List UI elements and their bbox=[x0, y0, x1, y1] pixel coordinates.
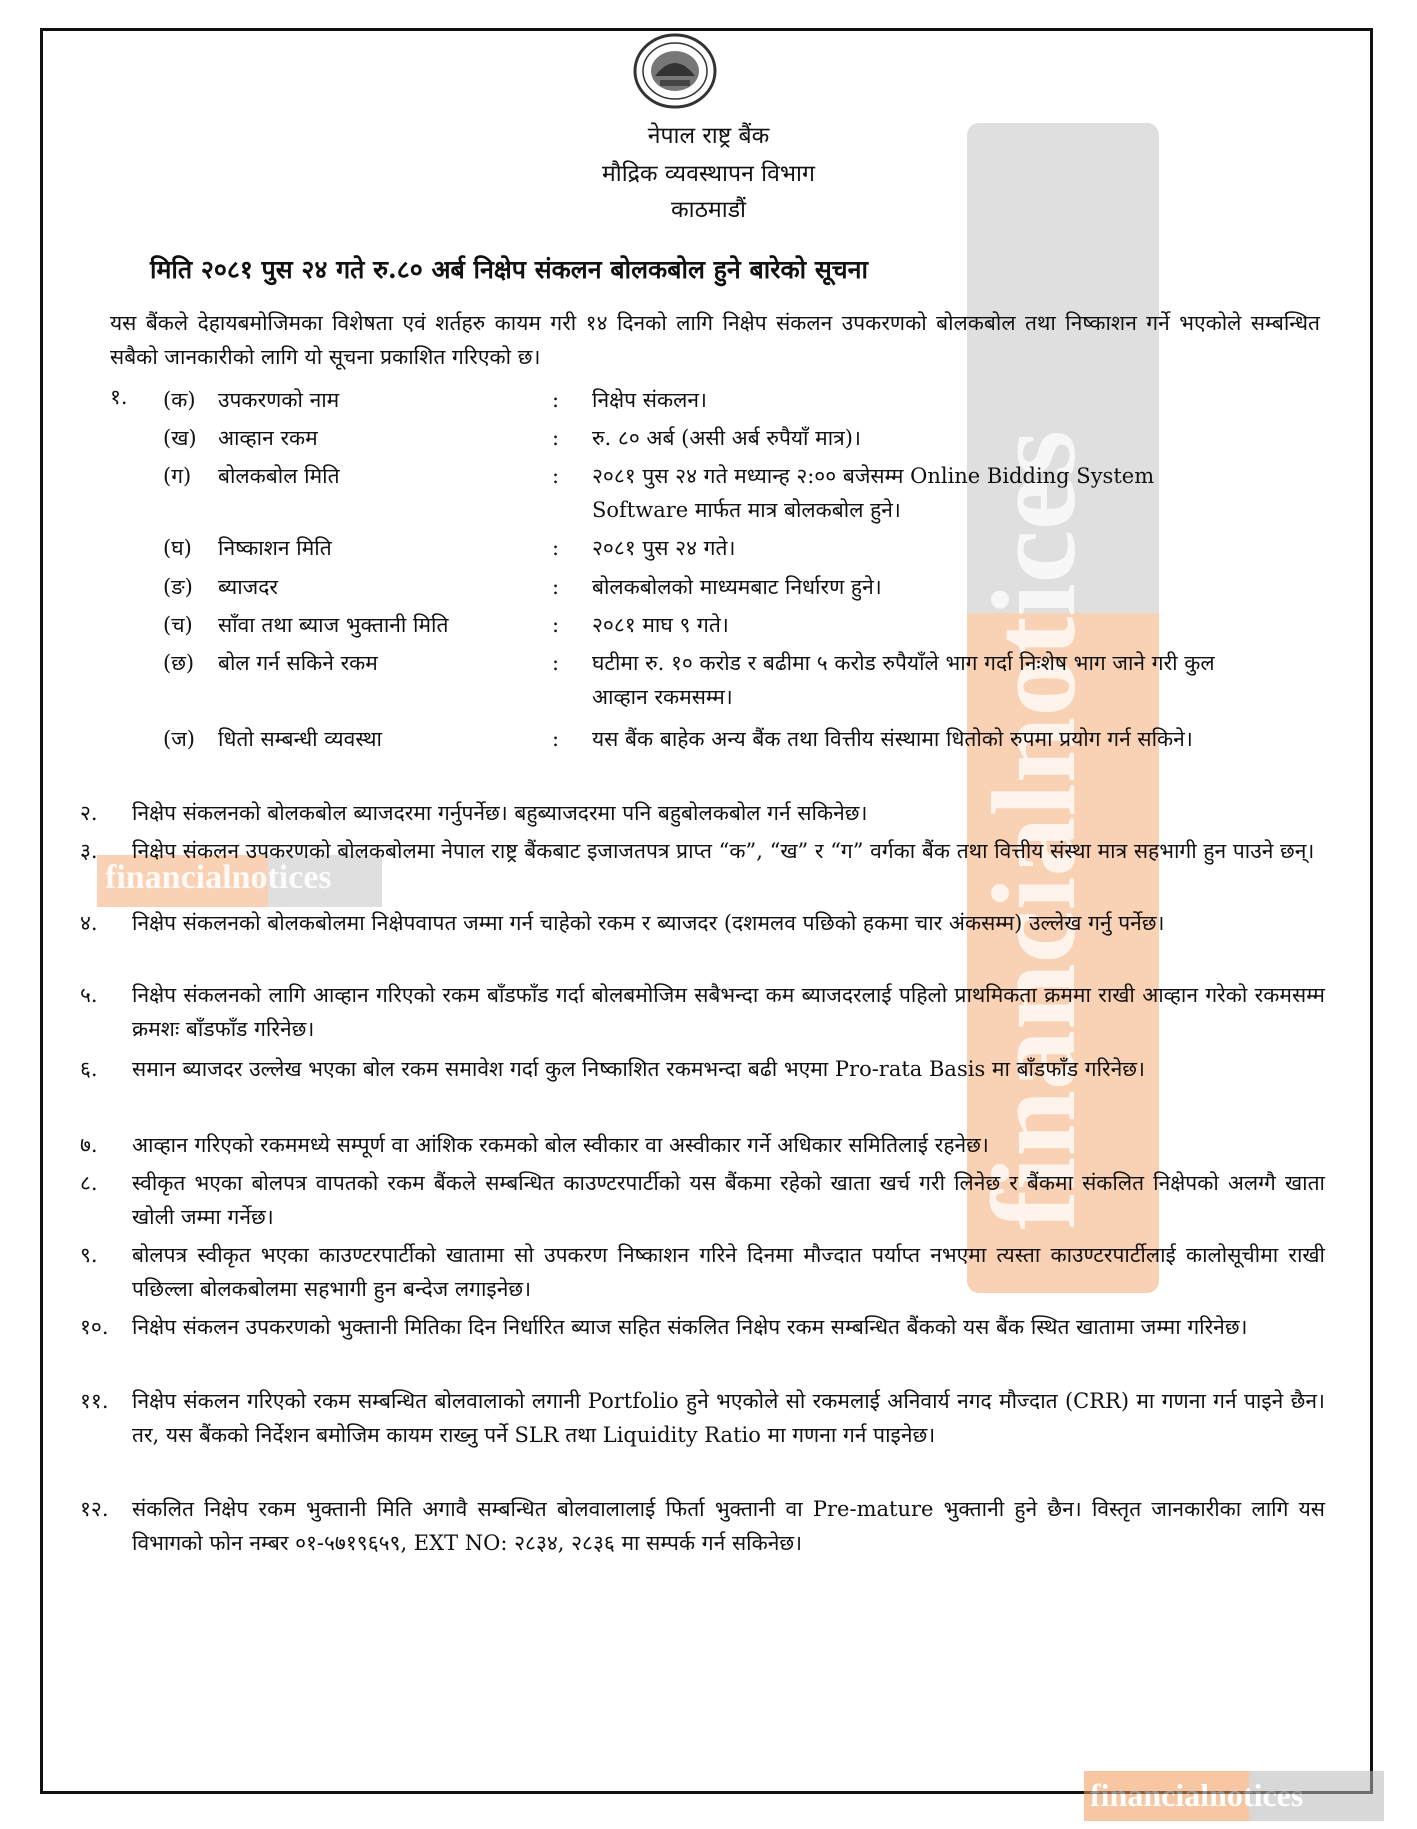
section-1-row bbox=[0, 383, 1417, 417]
item-number: २. bbox=[80, 801, 98, 825]
row-value: बोलकबोलको माध्यमबाट निर्धारण हुने। bbox=[592, 575, 882, 599]
row-value: २०८१ पुस २४ गते। bbox=[592, 536, 736, 560]
row-name: साँवा तथा ब्याज भुक्तानी मिति bbox=[218, 613, 449, 637]
section-1-number: १. bbox=[110, 385, 128, 409]
row-label: (ग) bbox=[163, 464, 192, 488]
watermark-inline-text: financialnotices bbox=[105, 859, 332, 896]
item-number: ६. bbox=[80, 1057, 98, 1081]
row-colon: : bbox=[552, 464, 560, 488]
row-label: (ज) bbox=[163, 727, 195, 751]
section-1-row bbox=[0, 421, 1417, 455]
row-colon: : bbox=[552, 388, 560, 412]
item-text: बोलपत्र स्वीकृत भएका काउण्टरपार्टीको खातामा सो उपकरण निष्काशन गरिने दिनमा मौज्दात पर्याप्त नभएमा त्यस्ता काउण्टरपार्टीलाई कालोसूचीमा राखी पछिल्ला बोलकबोलमा सहभागी हुन बन्देज लगाइनेछ। bbox=[132, 1243, 1325, 1301]
item-number: १२. bbox=[80, 1497, 109, 1521]
notice-title: मिति २०८१ पुस २४ गते रु.८० अर्ब निक्षेप संकलन बोलकबोल हुने बारेको सूचना bbox=[150, 255, 868, 284]
row-name: बोलकबोल मिति bbox=[218, 464, 340, 488]
list-item bbox=[80, 834, 1325, 868]
row-colon: : bbox=[552, 575, 560, 599]
bank-name: नेपाल राष्ट्र बैंक bbox=[647, 123, 770, 149]
row-label: (ख) bbox=[163, 426, 197, 450]
intro-paragraph: यस बैंकले देहायबमोजिमका विशेषता एवं शर्तहरु कायम गरी १४ दिनको लागि निक्षेप संकलन उपकरणको बोलकबोल तथा निष्काशन गर्ने भएकोले सम्बन्धित सबैको जानकारीको लागि यो सूचना प्रकाशित गरिएको छ। bbox=[110, 311, 1320, 369]
item-text: निक्षेप संकलन उपकरणको भुक्तानी मितिका दिन निर्धारित ब्याज सहित संकलित निक्षेप रकम सम्बन्धित बैंकको यस बैंक स्थित खातामा जम्मा गरिनेछ। bbox=[132, 1315, 1248, 1339]
watermark-vertical-text: financialnotices bbox=[967, 430, 1100, 1230]
item-number: १०. bbox=[80, 1315, 109, 1339]
section-1-row bbox=[0, 570, 1417, 604]
row-colon: : bbox=[552, 536, 560, 560]
row-name: ब्याजदर bbox=[218, 575, 278, 599]
section-1-row bbox=[0, 608, 1417, 642]
row-name: निष्काशन मिति bbox=[218, 536, 332, 560]
row-value: घटीमा रु. १० करोड र बढीमा ५ करोड रुपैयाँले भाग गर्दा निःशेष भाग जाने गरी कुल आव्हान रकमसम्म। bbox=[592, 651, 1215, 709]
row-value: २०८१ माघ ९ गते। bbox=[592, 613, 729, 637]
row-value: २०८१ पुस २४ गते मध्यान्ह २:०० बजेसम्म Online Bidding System Software मार्फत मात्र बोलकबोल हुने। bbox=[592, 464, 1155, 522]
item-number: ४. bbox=[80, 911, 98, 935]
item-text: निक्षेप संकलनको बोलकबोल ब्याजदरमा गर्नुपर्नेछ। बहुब्याजदरमा पनि बहुबोलकबोल गर्न सकिनेछ। bbox=[132, 801, 868, 825]
item-number: ११. bbox=[80, 1389, 109, 1413]
section-1-row bbox=[0, 722, 1417, 790]
row-value: यस बैंक बाहेक अन्य बैंक तथा वित्तीय संस्थामा धितोको रुपमा प्रयोग गर्न सकिने। bbox=[592, 727, 1193, 751]
list-item bbox=[80, 906, 1325, 940]
row-name: आव्हान रकम bbox=[218, 426, 318, 450]
list-item bbox=[80, 1384, 1325, 1452]
item-text: संकलित निक्षेप रकम भुक्तानी मिति अगावै सम्बन्धित बोलवालालाई फिर्ता भुक्तानी वा Pre-mature भुक्तानी हुने छैन। विस्तृत जानकारीका लागि यस विभागको फोन नम्बर ०१-५७१९६५९, EXT NO: २८३४, २८३६ मा सम्पर्क गर्न सकिनेछ। bbox=[132, 1497, 1325, 1555]
item-text: निक्षेप संकलनको लागि आव्हान गरिएको रकम बाँडफाँड गर्दा बोलबमोजिम सबैभन्दा कम ब्याजदरलाई पहिलो प्राथमिकता क्रममा राखी आव्हान गरेको रकमसम्म क्रमशः बाँडफाँड गरिनेछ। bbox=[132, 983, 1325, 1041]
row-label: (ङ) bbox=[163, 575, 193, 599]
row-label: (च) bbox=[163, 613, 193, 637]
department-name: मौद्रिक व्यवस्थापन विभाग bbox=[602, 161, 815, 187]
section-1-row bbox=[0, 646, 1417, 714]
list-item bbox=[80, 796, 1325, 830]
watermark-footer-text: financialnotices bbox=[1090, 1777, 1304, 1813]
row-value: निक्षेप संकलन। bbox=[592, 388, 707, 412]
list-item bbox=[80, 978, 1325, 1046]
list-item bbox=[80, 1052, 1325, 1086]
row-colon: : bbox=[552, 613, 560, 637]
item-text: स्वीकृत भएका बोलपत्र वापतको रकम बैंकले सम्बन्धित काउण्टरपार्टीको यस बैंकमा रहेको खाता खर्च गरी लिनेछ र बैंकमा संकलित निक्षेपको अलग्गै खाता खोली जम्मा गर्नेछ। bbox=[132, 1171, 1325, 1229]
list-item bbox=[80, 1238, 1325, 1306]
row-colon: : bbox=[552, 651, 560, 675]
item-text: निक्षेप संकलन उपकरणको बोलकबोलमा नेपाल राष्ट्र बैंकबाट इजाजतपत्र प्राप्त “क”, “ख” र “ग” वर्गका बैंक तथा वित्तीय संस्था मात्र सहभागी हुन पाउने छन्। bbox=[132, 839, 1315, 863]
row-name: उपकरणको नाम bbox=[218, 388, 340, 412]
watermark-footer bbox=[1084, 1771, 1384, 1821]
item-number: ८. bbox=[80, 1171, 98, 1195]
item-text: आव्हान गरिएको रकममध्ये सम्पूर्ण वा आंशिक रकमको बोल स्वीकार वा अस्वीकार गर्ने अधिकार समितिलाई रहनेछ। bbox=[132, 1133, 989, 1157]
row-name: धितो सम्बन्धी व्यवस्था bbox=[218, 727, 382, 751]
item-number: ९. bbox=[80, 1243, 98, 1267]
row-colon: : bbox=[552, 426, 560, 450]
list-item bbox=[80, 1128, 1325, 1162]
item-text: निक्षेप संकलन गरिएको रकम सम्बन्धित बोलवालाको लगानी Portfolio हुने भएकोले सो रकमलाई अनिवार्य नगद मौज्दात (CRR) मा गणना गर्न पाइने छैन। तर, यस बैंकको निर्देशन बमोजिम कायम राख्नु पर्ने SLR तथा Liquidity Ratio मा गणना गर्न पाइनेछ। bbox=[132, 1389, 1325, 1447]
row-label: (घ) bbox=[163, 536, 192, 560]
city-name: काठमाडौं bbox=[671, 197, 746, 223]
item-text: निक्षेप संकलनको बोलकबोलमा निक्षेपवापत जम्मा गर्न चाहेको रकम र ब्याजदर (दशमलव पछिको हकमा चार अंकसम्म) उल्लेख गर्नु पर्नेछ। bbox=[132, 911, 1165, 935]
item-number: ३. bbox=[80, 839, 98, 863]
list-item bbox=[80, 1166, 1325, 1234]
list-item bbox=[80, 1310, 1325, 1344]
section-1-row bbox=[0, 459, 1417, 527]
row-value: रु. ८० अर्ब (असी अर्ब रुपैयाँ मात्र)। bbox=[592, 426, 861, 450]
row-label: (छ) bbox=[163, 651, 195, 675]
item-number: ५. bbox=[80, 983, 98, 1007]
row-label: (क) bbox=[163, 388, 196, 412]
row-name: बोल गर्न सकिने रकम bbox=[218, 651, 378, 675]
section-1-row bbox=[0, 531, 1417, 565]
item-number: ७. bbox=[80, 1133, 98, 1157]
item-text: समान ब्याजदर उल्लेख भएका बोल रकम समावेश गर्दा कुल निष्काशित रकमभन्दा बढी भएमा Pro-rata Basis मा बाँडफाँड गरिनेछ। bbox=[132, 1057, 1145, 1081]
nepal-rastra-bank-seal-icon bbox=[630, 30, 720, 112]
list-item bbox=[80, 1492, 1325, 1560]
row-colon: : bbox=[552, 727, 560, 751]
